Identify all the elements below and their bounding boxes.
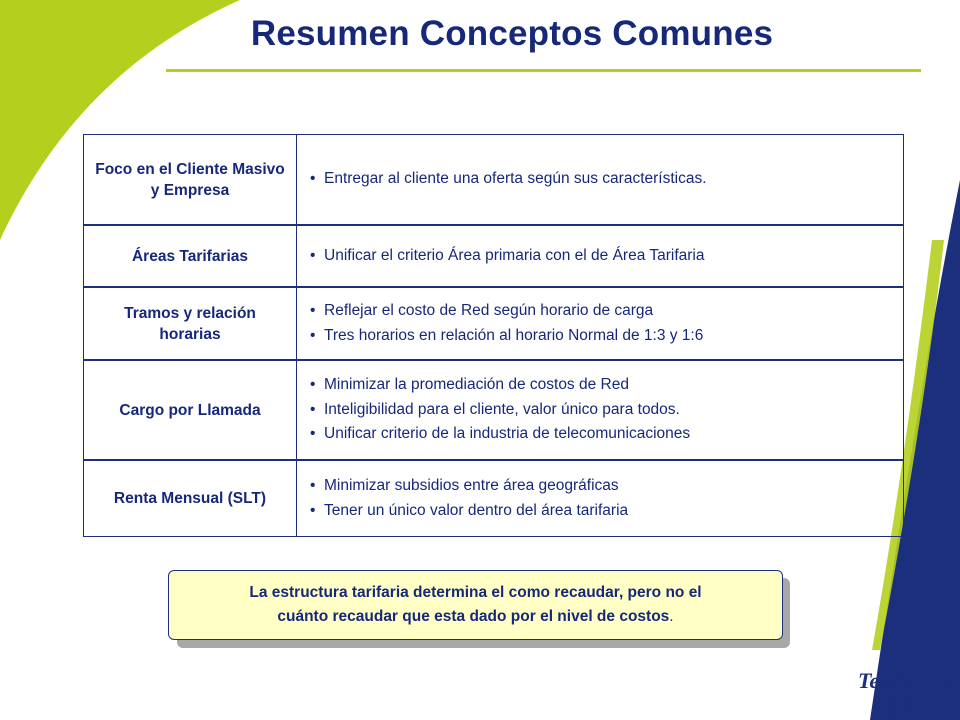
row-label: Tramos y relación horarias — [84, 288, 297, 359]
list-item: • Reflejar el costo de Red según horario de carga — [310, 302, 654, 319]
list-item: • Inteligibilidad para el cliente, valor único para todos. — [310, 400, 680, 418]
table-row — [84, 288, 903, 361]
summary-callout — [168, 570, 783, 640]
table-row — [84, 461, 903, 536]
callout-line-1: La estructura tarifaria determina el como recaudar, pero no el — [249, 584, 702, 601]
list-item: • Unificar criterio de la industria de telecomunicaciones — [310, 425, 691, 443]
table-row — [84, 135, 903, 226]
callout-line-2: cuánto recaudar que esta dado por el nivel de costos. — [277, 608, 674, 625]
list-item: • Tres horarios en relación al horario Normal de 1:3 y 1:6 — [310, 326, 704, 344]
concepts-table — [83, 134, 904, 537]
row-label: Renta Mensual (SLT) — [84, 461, 297, 536]
title-underline — [166, 69, 921, 72]
row-label: Foco en el Cliente Masivo y Empresa — [84, 135, 297, 224]
row-label: Áreas Tarifarias — [84, 226, 297, 286]
table-row — [84, 361, 903, 461]
list-item: • Minimizar subsidios entre área geográficas — [310, 477, 619, 494]
list-item: • Minimizar la promediación de costos de Red — [310, 376, 629, 394]
list-item: • Entregar al cliente una oferta según sus características. — [310, 170, 707, 188]
table-row — [84, 226, 903, 288]
telefonica-logo: Telefónica CTC CHILE — [858, 668, 953, 716]
list-item: • Unificar el criterio Área primaria con el de Área Tarifaria — [310, 246, 705, 264]
page-title: Resumen Conceptos Comunes — [250, 14, 774, 53]
row-label: Cargo por Llamada — [84, 361, 297, 459]
list-item: • Tener un único valor dentro del área tarifaria — [310, 501, 629, 519]
